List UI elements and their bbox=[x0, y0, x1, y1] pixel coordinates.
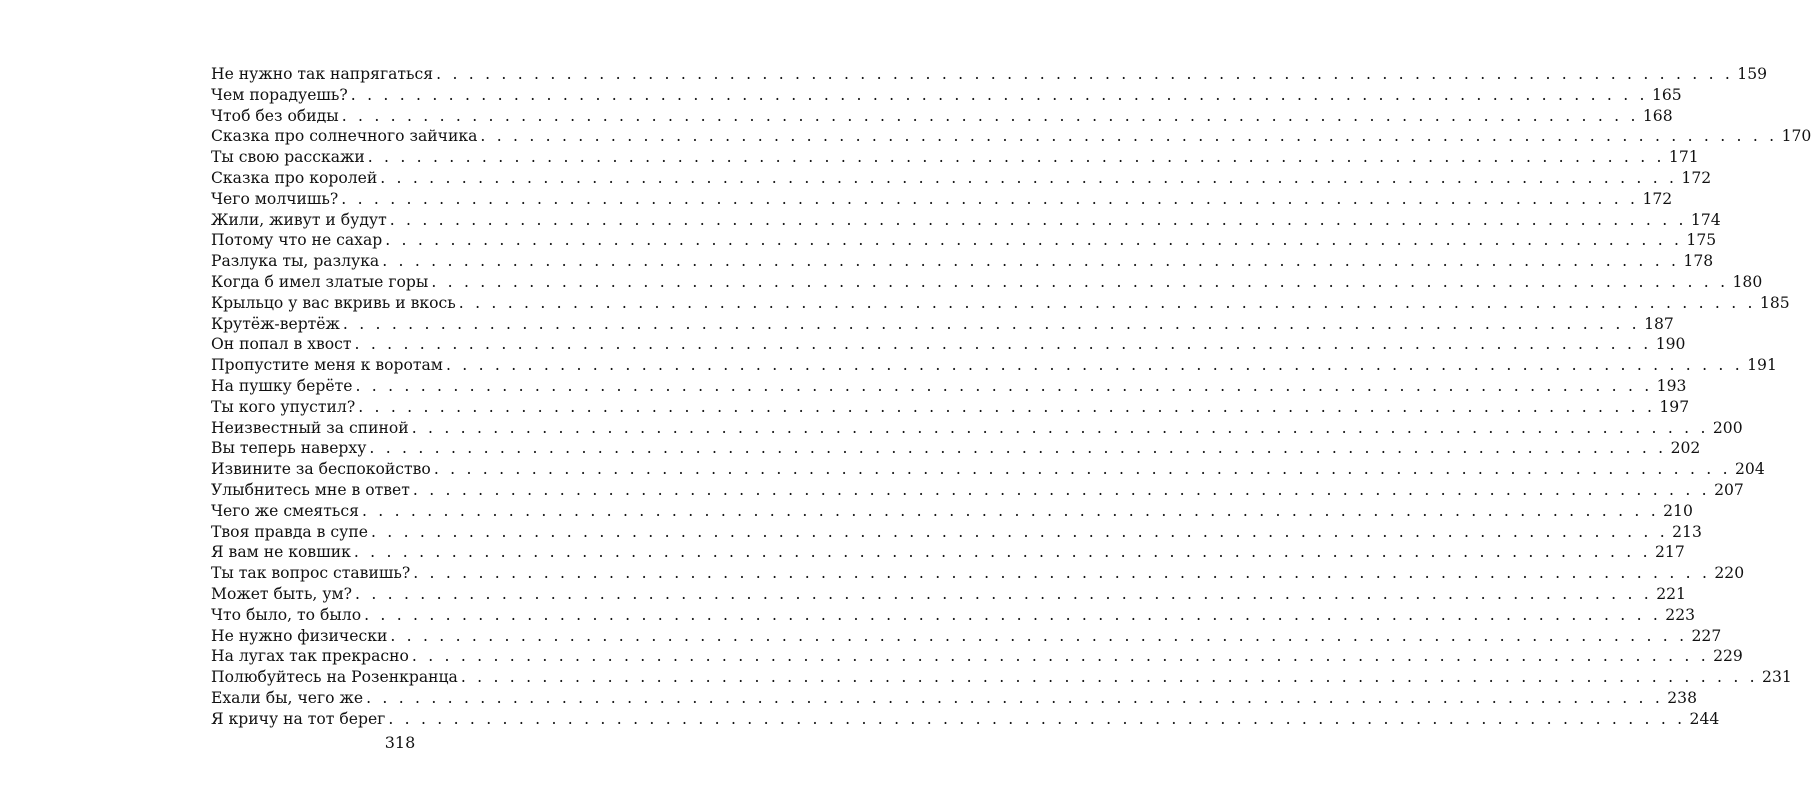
toc-entry-title: Неизвестный за спиной bbox=[211, 418, 409, 437]
toc-entry-page-number: 217 bbox=[1655, 543, 1685, 562]
toc-dot-leader: . . . . . . . . . . . . . . . . . . . . . . . . . . . . . . . . . . . . . . . . . . . . . . . . . . . . . . . . . . . . . . . . . . . . . . . . . . . . . . . . bbox=[364, 605, 1662, 624]
toc-dot-leader: . . . . . . . . . . . . . . . . . . . . . . . . . . . . . . . . . . . . . . . . . . . . . . . . . . . . . . . . . . . . . . . . . . . . . . . . . . . . . . . . bbox=[480, 127, 1778, 146]
toc-entry-page-number: 171 bbox=[1668, 148, 1699, 167]
toc-dot-leader: . . . . . . . . . . . . . . . . . . . . . . . . . . . . . . . . . . . . . . . . . . . . . . . . . . . . . . . . . . . . . . . . . . . . . . . . . . . . . . . . bbox=[411, 418, 1709, 437]
toc-entry bbox=[211, 709, 1720, 730]
toc-dot-leader: . . . . . . . . . . . . . . . . . . . . . . . . . . . . . . . . . . . . . . . . . . . . . . . . . . . . . . . . . . . . . . . . . . . . . . . . . . . . . . . . bbox=[411, 647, 1709, 666]
toc-entry-title: Сказка про королей bbox=[211, 168, 378, 187]
toc-entry-page-number: 191 bbox=[1747, 356, 1777, 375]
toc-entry-page-number: 190 bbox=[1655, 335, 1686, 354]
toc-entry bbox=[211, 272, 1763, 293]
toc-dot-leader: . . . . . . . . . . . . . . . . . . . . . . . . . . . . . . . . . . . . . . . . . . . . . . . . . . . . . . . . . . . . . . . . . . . . . . . . . . . . . . . . bbox=[370, 522, 1668, 541]
toc-entry-page-number: 207 bbox=[1714, 480, 1744, 499]
toc-entry-page-number: 229 bbox=[1713, 647, 1743, 666]
toc-entry bbox=[211, 334, 1686, 355]
toc-entry-page-number: 210 bbox=[1663, 501, 1693, 520]
toc-entry-page-number: 238 bbox=[1667, 688, 1698, 707]
toc-dot-leader: . . . . . . . . . . . . . . . . . . . . . . . . . . . . . . . . . . . . . . . . . . . . . . . . . . . . . . . . . . . . . . . . . . . . . . . . . . . . . . . . bbox=[366, 688, 1664, 707]
toc-dot-leader: . . . . . . . . . . . . . . . . . . . . . . . . . . . . . . . . . . . . . . . . . . . . . . . . . . . . . . . . . . . . . . . . . . . . . . . . . . . . . . . . bbox=[385, 231, 1683, 250]
toc-entry-title: Не нужно так напрягаться bbox=[211, 65, 434, 83]
toc-dot-leader: . . . . . . . . . . . . . . . . . . . . . . . . . . . . . . . . . . . . . . . . . . . . . . . . . . . . . . . . . . . . . . . . . . . . . . . . . . . . . . . . bbox=[436, 65, 1734, 83]
toc-entry-page-number: 187 bbox=[1644, 314, 1674, 333]
toc-entry-title: Потому что не сахар bbox=[211, 231, 383, 250]
toc-entry bbox=[211, 480, 1744, 501]
toc-entry bbox=[211, 501, 1693, 522]
toc-dot-leader: . . . . . . . . . . . . . . . . . . . . . . . . . . . . . . . . . . . . . . . . . . . . . . . . . . . . . . . . . . . . . . . . . . . . . . . . . . . . . . . . bbox=[390, 626, 1688, 645]
toc-entry bbox=[211, 418, 1743, 439]
toc-entry bbox=[211, 314, 1674, 335]
toc-entry bbox=[211, 542, 1685, 563]
toc-dot-leader: . . . . . . . . . . . . . . . . . . . . . . . . . . . . . . . . . . . . . . . . . . . . . . . . . . . . . . . . . . . . . . . . . . . . . . . . . . . . . . . . bbox=[353, 543, 1651, 562]
toc-dot-leader: . . . . . . . . . . . . . . . . . . . . . . . . . . . . . . . . . . . . . . . . . . . . . . . . . . . . . . . . . . . . . . . . . . . . . . . . . . . . . . . . bbox=[389, 210, 1687, 229]
toc-entry-page-number: 172 bbox=[1642, 189, 1673, 208]
toc-dot-leader: . . . . . . . . . . . . . . . . . . . . . . . . . . . . . . . . . . . . . . . . . . . . . . . . . . . . . . . . . . . . . . . . . . . . . . . . . . . . . . . . bbox=[355, 376, 1653, 395]
toc-entry-page-number: 170 bbox=[1781, 127, 1811, 146]
toc-entry-title: Я кричу на тот берег bbox=[211, 709, 386, 728]
toc-entry-page-number: 174 bbox=[1690, 210, 1721, 229]
toc-entry-title: Жили, живут и будут bbox=[211, 210, 387, 229]
toc-entry-page-number: 213 bbox=[1672, 522, 1702, 541]
toc-entry bbox=[211, 563, 1745, 584]
toc-dot-leader: . . . . . . . . . . . . . . . . . . . . . . . . . . . . . . . . . . . . . . . . . . . . . . . . . . . . . . . . . . . . . . . . . . . . . . . . . . . . . . . . bbox=[431, 272, 1729, 291]
toc-dot-leader: . . . . . . . . . . . . . . . . . . . . . . . . . . . . . . . . . . . . . . . . . . . . . . . . . . . . . . . . . . . . . . . . . . . . . . . . . . . . . . . . bbox=[350, 85, 1648, 104]
toc-entry-title: Улыбнитесь мне в ответ bbox=[211, 480, 410, 499]
toc-entry-page-number: 172 bbox=[1681, 168, 1712, 187]
toc-entry-page-number: 180 bbox=[1732, 272, 1763, 291]
toc-entry-page-number: 178 bbox=[1683, 252, 1714, 271]
toc-dot-leader: . . . . . . . . . . . . . . . . . . . . . . . . . . . . . . . . . . . . . . . . . . . . . . . . . . . . . . . . . . . . . . . . . . . . . . . . . . . . . . . . bbox=[382, 252, 1680, 271]
toc-entry-title: Ехали бы, чего же bbox=[211, 688, 364, 707]
toc-entry bbox=[211, 584, 1686, 605]
toc-entry bbox=[211, 168, 1712, 189]
toc-entry-title: Ты кого упустил? bbox=[211, 397, 356, 416]
toc-entry-title: Крыльцо у вас вкривь и вкось bbox=[211, 293, 456, 312]
toc-entry-page-number: 200 bbox=[1712, 418, 1743, 437]
toc-entry-title: Я вам не ковшик bbox=[211, 543, 351, 562]
toc-entry-title: Твоя правда в супе bbox=[211, 522, 368, 541]
toc-entry-title: Когда б имел златые горы bbox=[211, 272, 429, 291]
toc-entry-title: Он попал в хвост bbox=[211, 335, 352, 354]
toc-entry-page-number: 204 bbox=[1735, 460, 1765, 479]
toc-dot-leader: . . . . . . . . . . . . . . . . . . . . . . . . . . . . . . . . . . . . . . . . . . . . . . . . . . . . . . . . . . . . . . . . . . . . . . . . . . . . . . . . bbox=[341, 189, 1639, 208]
toc-entry bbox=[211, 210, 1721, 231]
toc-entry bbox=[211, 85, 1682, 106]
toc-entry-page-number: 202 bbox=[1670, 439, 1701, 458]
toc-entry-page-number: 231 bbox=[1762, 668, 1792, 687]
toc-entry-page-number: 193 bbox=[1656, 376, 1687, 395]
toc-dot-leader: . . . . . . . . . . . . . . . . . . . . . . . . . . . . . . . . . . . . . . . . . . . . . . . . . . . . . . . . . . . . . . . . . . . . . . . . . . . . . . . . bbox=[369, 439, 1667, 458]
toc-dot-leader: . . . . . . . . . . . . . . . . . . . . . . . . . . . . . . . . . . . . . . . . . . . . . . . . . . . . . . . . . . . . . . . . . . . . . . . . . . . . . . . . bbox=[358, 397, 1656, 416]
toc-entry-title: Что было, то было bbox=[211, 605, 362, 624]
toc-entry bbox=[211, 626, 1722, 647]
toc-entry bbox=[211, 667, 1792, 688]
toc-entry-title: На лугах так прекрасно bbox=[211, 647, 409, 666]
toc-dot-leader: . . . . . . . . . . . . . . . . . . . . . . . . . . . . . . . . . . . . . . . . . . . . . . . . . . . . . . . . . . . . . . . . . . . . . . . . . . . . . . . . bbox=[445, 356, 1743, 375]
toc-entry bbox=[211, 126, 1811, 147]
toc-entry bbox=[211, 355, 1777, 376]
toc-dot-leader: . . . . . . . . . . . . . . . . . . . . . . . . . . . . . . . . . . . . . . . . . . . . . . . . . . . . . . . . . . . . . . . . . . . . . . . . . . . . . . . . bbox=[380, 168, 1678, 187]
toc-entry bbox=[211, 438, 1701, 459]
toc-dot-leader: . . . . . . . . . . . . . . . . . . . . . . . . . . . . . . . . . . . . . . . . . . . . . . . . . . . . . . . . . . . . . . . . . . . . . . . . . . . . . . . . bbox=[388, 709, 1686, 728]
toc-entry-page-number: 165 bbox=[1651, 85, 1682, 104]
toc-entry bbox=[211, 459, 1765, 480]
toc-dot-leader: . . . . . . . . . . . . . . . . . . . . . . . . . . . . . . . . . . . . . . . . . . . . . . . . . . . . . . . . . . . . . . . . . . . . . . . . . . . . . . . . bbox=[361, 501, 1659, 520]
toc-dot-leader: . . . . . . . . . . . . . . . . . . . . . . . . . . . . . . . . . . . . . . . . . . . . . . . . . . . . . . . . . . . . . . . . . . . . . . . . . . . . . . . . bbox=[341, 106, 1639, 125]
toc-entry-page-number: 159 bbox=[1737, 65, 1768, 83]
toc-entry-title: Чего молчишь? bbox=[211, 189, 339, 208]
table-of-contents bbox=[211, 64, 1811, 730]
toc-entry-page-number: 223 bbox=[1665, 605, 1696, 624]
toc-entry-title: Сказка про солнечного зайчика bbox=[211, 127, 478, 146]
toc-entry-title: Крутёж-вертёж bbox=[211, 314, 340, 333]
toc-entry-page-number: 227 bbox=[1691, 626, 1722, 645]
toc-entry bbox=[211, 522, 1702, 543]
toc-entry bbox=[211, 251, 1714, 272]
toc-entry-page-number: 244 bbox=[1689, 709, 1720, 728]
toc-dot-leader: . . . . . . . . . . . . . . . . . . . . . . . . . . . . . . . . . . . . . . . . . . . . . . . . . . . . . . . . . . . . . . . . . . . . . . . . . . . . . . . . bbox=[413, 564, 1711, 583]
toc-entry-title: Полюбуйтесь на Розенкранца bbox=[211, 668, 458, 687]
toc-entry bbox=[211, 397, 1690, 418]
toc-entry-title: Пропустите меня к воротам bbox=[211, 356, 443, 375]
toc-entry-title: На пушку берёте bbox=[211, 376, 353, 395]
toc-entry bbox=[211, 293, 1790, 314]
toc-entry bbox=[211, 646, 1743, 667]
toc-entry-page-number: 175 bbox=[1686, 231, 1717, 250]
toc-entry-title: Вы теперь наверху bbox=[211, 439, 367, 458]
toc-entry-title: Ты так вопрос ставишь? bbox=[211, 564, 411, 583]
toc-entry bbox=[211, 605, 1696, 626]
toc-entry-page-number: 197 bbox=[1659, 397, 1690, 416]
page-number: 318 bbox=[384, 733, 416, 752]
toc-entry-title: Может быть, ум? bbox=[211, 584, 353, 603]
toc-entry-title: Извините за беспокойство bbox=[211, 460, 431, 479]
toc-entry bbox=[211, 230, 1717, 251]
toc-entry-page-number: 220 bbox=[1714, 564, 1745, 583]
toc-entry bbox=[211, 147, 1699, 168]
toc-entry-title: Разлука ты, разлука bbox=[211, 252, 380, 271]
toc-dot-leader: . . . . . . . . . . . . . . . . . . . . . . . . . . . . . . . . . . . . . . . . . . . . . . . . . . . . . . . . . . . . . . . . . . . . . . . . . . . . . . . . bbox=[355, 584, 1652, 603]
toc-dot-leader: . . . . . . . . . . . . . . . . . . . . . . . . . . . . . . . . . . . . . . . . . . . . . . . . . . . . . . . . . . . . . . . . . . . . . . . . . . . . . . . . bbox=[458, 293, 1756, 312]
toc-entry bbox=[211, 189, 1673, 210]
toc-dot-leader: . . . . . . . . . . . . . . . . . . . . . . . . . . . . . . . . . . . . . . . . . . . . . . . . . . . . . . . . . . . . . . . . . . . . . . . . . . . . . . . . bbox=[412, 480, 1710, 499]
toc-dot-leader: . . . . . . . . . . . . . . . . . . . . . . . . . . . . . . . . . . . . . . . . . . . . . . . . . . . . . . . . . . . . . . . . . . . . . . . . . . . . . . . . bbox=[342, 314, 1640, 333]
toc-entry bbox=[211, 106, 1673, 127]
toc-dot-leader: . . . . . . . . . . . . . . . . . . . . . . . . . . . . . . . . . . . . . . . . . . . . . . . . . . . . . . . . . . . . . . . . . . . . . . . . . . . . . . . . bbox=[367, 148, 1665, 167]
toc-entry-title: Чтоб без обиды bbox=[211, 106, 339, 125]
toc-entry-title: Ты свою расскажи bbox=[211, 148, 365, 167]
toc-dot-leader: . . . . . . . . . . . . . . . . . . . . . . . . . . . . . . . . . . . . . . . . . . . . . . . . . . . . . . . . . . . . . . . . . . . . . . . . . . . . . . . . bbox=[433, 460, 1731, 479]
toc-dot-leader: . . . . . . . . . . . . . . . . . . . . . . . . . . . . . . . . . . . . . . . . . . . . . . . . . . . . . . . . . . . . . . . . . . . . . . . . . . . . . . . . bbox=[460, 668, 1758, 687]
toc-entry bbox=[211, 376, 1687, 397]
toc-entry-title: Не нужно физически bbox=[211, 626, 388, 645]
toc-entry-title: Чего же смеяться bbox=[211, 501, 359, 520]
toc-entry-page-number: 168 bbox=[1642, 106, 1673, 125]
toc-dot-leader: . . . . . . . . . . . . . . . . . . . . . . . . . . . . . . . . . . . . . . . . . . . . . . . . . . . . . . . . . . . . . . . . . . . . . . . . . . . . . . . . bbox=[354, 335, 1652, 354]
toc-entry-page-number: 185 bbox=[1759, 293, 1790, 312]
toc-entry-page-number: 221 bbox=[1656, 584, 1686, 603]
toc-entry bbox=[211, 64, 1768, 85]
toc-entry-title: Чем порадуешь? bbox=[211, 85, 348, 104]
toc-entry bbox=[211, 688, 1698, 709]
